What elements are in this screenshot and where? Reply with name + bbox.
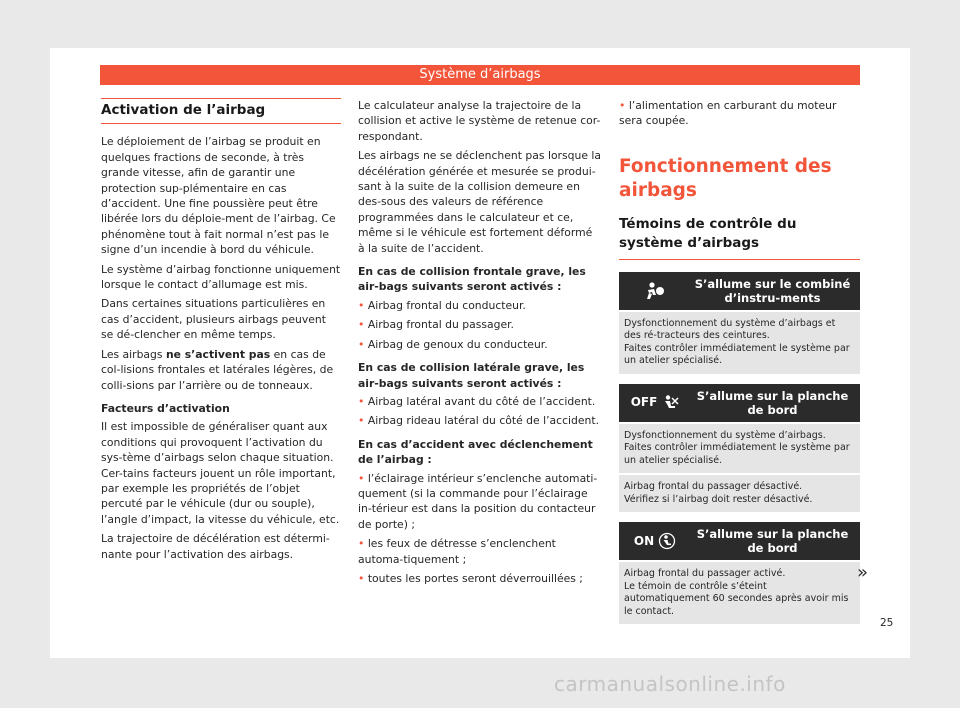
list-item	[358, 571, 602, 586]
list-item	[358, 394, 602, 409]
bullet-icon: •	[619, 99, 629, 112]
paragraph	[101, 347, 341, 393]
text: en cas de col-lisions frontales et latérales légères, de colli-sions par l’arrière ou de tonneaux.	[101, 347, 334, 392]
continued-chevron-icon: »	[857, 562, 869, 583]
warning-lamp-instrument-cluster	[619, 272, 860, 374]
section-title-functioning: Fonctionnement des airbags	[619, 155, 832, 201]
paragraph: Dans certaines situations particulières en cas d’accident, plusieurs airbags peuvent se dé-clencher en même temps.	[101, 297, 327, 342]
lamp-description: Airbag frontal du passager activé. Le témoin de contrôle s’éteint automatiquement 60 secondes après avoir mis le contact.	[619, 562, 860, 624]
warning-lamp-dashboard-off	[619, 384, 860, 513]
warning-lamp-dashboard-on	[619, 522, 860, 624]
list-item	[358, 337, 602, 352]
watermark: carmanualsonline.info	[554, 672, 786, 696]
bullet-icon: •	[358, 537, 368, 551]
paragraph: Le système d’airbag fonctionne uniquement lorsque le contact d’allumage est mis.	[101, 262, 341, 292]
page-number: 25	[880, 617, 894, 629]
lamp-header-text: S’allume sur le combiné d’instru-ments	[694, 276, 851, 305]
section-title-activation: Activation de l’airbag	[101, 98, 341, 124]
list-item-text: Airbag de genoux du conducteur.	[367, 337, 548, 351]
subsection-title-warning-lights: Témoins de contrôle du système d’airbags	[619, 215, 860, 260]
column-2	[358, 98, 602, 590]
paragraph: La trajectoire de décélération est détermi-nante pour l’activation des airbags.	[101, 532, 330, 561]
subheading-lateral: En cas de collision latérale grave, les air-bags suivants seront activés :	[358, 361, 585, 390]
subheading-factors: Facteurs d’activation	[101, 401, 230, 415]
list-item	[358, 471, 602, 533]
on-label: ON	[633, 533, 655, 548]
bullet-icon: •	[358, 337, 368, 351]
paragraph: Les airbags ne se déclenchent pas lorsque la décélération générée et mesurée se produi-sant à la suite de la collision demeure en des-sous des valeurs de référence programmées dans le calculateur et ce, même si le véhicule est fortement déformé à la suite de l’accident.	[358, 149, 602, 255]
paragraph: Le calculateur analyse la trajectoire de la collision et active le système de retenue cor-respondant.	[358, 99, 601, 143]
list-item-text: Airbag latéral avant du côté de l’accident.	[367, 394, 596, 408]
passenger-airbag-off-icon	[619, 394, 691, 412]
list-item-text: Airbag frontal du passager.	[367, 318, 514, 332]
lamp-header-text: S’allume sur la planche de bord	[696, 527, 849, 556]
bullet-icon: •	[358, 394, 368, 408]
list-item	[358, 317, 602, 332]
bullet-icon: •	[358, 571, 368, 585]
column-3	[619, 98, 860, 634]
list-item	[358, 298, 602, 313]
lamp-header	[619, 384, 860, 422]
list-item-text: toutes les portes seront déverrouillées ;	[367, 571, 583, 585]
lamp-description: Airbag frontal du passager désactivé. Vérifiez si l’airbag doit rester désactivé.	[619, 475, 860, 512]
list-item	[358, 536, 602, 567]
subheading-frontal: En cas de collision frontale grave, les air-bags suivants seront activés :	[358, 265, 586, 294]
list-item-text: l’éclairage intérieur s’enclenche automati-quement (si la commande pour l’éclairage in-térieur est dans la position du contacteur de porte) ;	[358, 471, 598, 531]
text: Les airbags	[101, 347, 166, 361]
list-item	[358, 413, 602, 428]
list-item-text: l’alimentation en carburant du moteur sera coupée.	[619, 99, 837, 128]
lamp-header	[619, 522, 860, 560]
lamp-header-text: S’allume sur la planche de bord	[696, 388, 849, 417]
passenger-airbag-on-icon	[619, 532, 691, 550]
chapter-header: Système d’airbags	[100, 65, 860, 85]
lamp-header	[619, 272, 860, 310]
bullet-icon: •	[358, 318, 368, 332]
column-1	[101, 98, 341, 566]
seated-passenger-icon	[658, 532, 676, 550]
bullet-icon: •	[358, 298, 368, 312]
bold-text: ne s’activent pas	[165, 347, 271, 361]
bullet-icon: •	[358, 471, 368, 485]
list-item-text: Airbag frontal du conducteur.	[367, 298, 526, 312]
paragraph: Il est impossible de généraliser quant aux conditions qui provoquent l’activation du sys-tème d’airbags selon chaque situation. Cer-tains facteurs jouent un rôle important, par exemple les propriétés de l’objet percuté par le véhicule (dur ou souple), l’angle d’impact, la vitesse du véhicule, etc.	[101, 420, 340, 526]
list-item	[619, 98, 860, 129]
lamp-description: Dysfonctionnement du système d’airbags et des ré-tracteurs des ceintures. Faites contrôler immédiatement le système par un atelier spécialisé.	[619, 312, 860, 374]
paragraph: Le déploiement de l’airbag se produit en quelques fractions de seconde, à très grande vitesse, afin de garantir une protection sup-plémentaire en cas d’accident. Une fine poussière peut être libérée lors du déploie-ment de l’airbag. Ce phénomène tout à fait normal n’est pas le signe d’un incendie à bord du véhicule.	[101, 135, 336, 257]
bullet-icon: •	[358, 414, 368, 428]
seated-passenger-icon	[661, 394, 679, 412]
list-item-text: les feux de détresse s’enclenchent automa-tiquement ;	[358, 537, 556, 566]
list-item-text: Airbag rideau latéral du côté de l’accident.	[367, 414, 600, 428]
subheading-accident: En cas d’accident avec déclenchement de l’airbag :	[358, 437, 593, 467]
airbag-warning-icon	[619, 281, 691, 301]
lamp-description: Dysfonctionnement du système d’airbags. Faites contrôler immédiatement le système par un atelier spécialisé.	[619, 424, 860, 474]
off-label: OFF	[630, 395, 658, 410]
